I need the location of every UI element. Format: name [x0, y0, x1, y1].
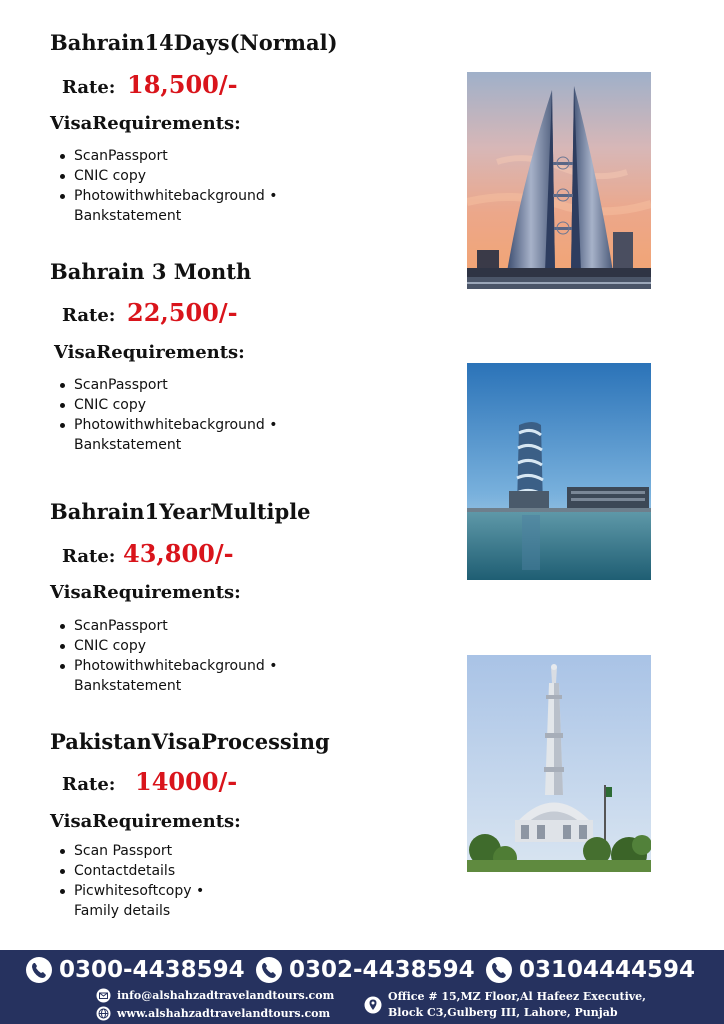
phone-number-text: 0300-4438594	[59, 957, 245, 983]
requirements-heading: VisaRequirements:	[50, 582, 241, 603]
list-item: ScanPassport	[58, 375, 277, 395]
list-item: Scan Passport	[58, 841, 204, 861]
email-link[interactable]	[96, 988, 334, 1003]
email-icon	[96, 988, 111, 1003]
package-title: Bahrain 3 Month	[50, 259, 252, 284]
rate-label: Rate:	[62, 774, 116, 795]
united-tower-bahrain-photo	[467, 363, 651, 580]
email-text: info@alshahzadtravelandtours.com	[117, 989, 335, 1002]
rate-row	[62, 539, 234, 568]
address-line: Office # 15,MZ Floor,Al Hafeez Executive,	[388, 990, 647, 1003]
minar-e-pakistan-photo	[467, 655, 651, 872]
phone-icon	[25, 956, 53, 984]
phone-icon	[485, 956, 513, 984]
globe-icon	[96, 1006, 111, 1021]
rate-value: 18,500/-	[127, 70, 238, 99]
list-item: ScanPassport	[58, 616, 277, 636]
rate-value: 43,800/-	[123, 539, 234, 568]
website-link[interactable]	[96, 1006, 330, 1021]
address-line: Block C3,Gulberg III, Lahore, Punjab	[388, 1006, 618, 1019]
rate-label: Rate:	[62, 546, 116, 567]
list-item: CNIC copy	[58, 395, 277, 415]
requirements-list	[58, 375, 277, 455]
list-item: Bankstatement	[74, 208, 182, 224]
package-title: Bahrain1YearMultiple	[50, 499, 311, 524]
phone-number[interactable]	[25, 956, 245, 984]
list-item: CNIC copy	[58, 636, 277, 656]
list-item: Contactdetails	[58, 861, 204, 881]
phone-number[interactable]	[485, 956, 695, 984]
phone-icon	[255, 956, 283, 984]
requirements-list	[58, 616, 277, 696]
list-item: CNIC copy	[58, 166, 277, 186]
list-item: Bankstatement	[74, 678, 182, 694]
phone-number[interactable]	[255, 956, 475, 984]
rate-value: 22,500/-	[127, 298, 238, 327]
requirements-list	[58, 841, 204, 921]
location-pin-icon	[364, 996, 382, 1014]
package-title: PakistanVisaProcessing	[50, 729, 330, 754]
list-item: Bankstatement	[74, 437, 182, 453]
bahrain-world-trade-center-photo	[467, 72, 651, 289]
rate-label: Rate:	[62, 305, 116, 326]
requirements-heading: VisaRequirements:	[54, 342, 245, 363]
rate-value: 14000/-	[135, 767, 238, 796]
requirements-heading: VisaRequirements:	[50, 811, 241, 832]
list-item: Family details	[74, 903, 171, 919]
requirements-heading: VisaRequirements:	[50, 113, 241, 134]
rate-row	[62, 70, 238, 99]
rate-row	[62, 298, 238, 327]
footer-contact-bar	[0, 950, 724, 1024]
website-text: www.alshahzadtravelandtours.com	[117, 1007, 331, 1020]
rate-label: Rate:	[62, 77, 116, 98]
package-title: Bahrain14Days(Normal)	[50, 30, 338, 55]
phone-number-text: 0302-4438594	[289, 957, 475, 983]
list-item: Picwhitesoftcopy •	[58, 881, 204, 901]
list-item: Photowithwhitebackground •	[58, 186, 277, 206]
office-address	[364, 989, 646, 1021]
phone-number-text: 03104444594	[519, 957, 696, 983]
list-item: ScanPassport	[58, 146, 277, 166]
requirements-list	[58, 146, 277, 226]
list-item: Photowithwhitebackground •	[58, 415, 277, 435]
rate-row	[62, 767, 237, 796]
list-item: Photowithwhitebackground •	[58, 656, 277, 676]
